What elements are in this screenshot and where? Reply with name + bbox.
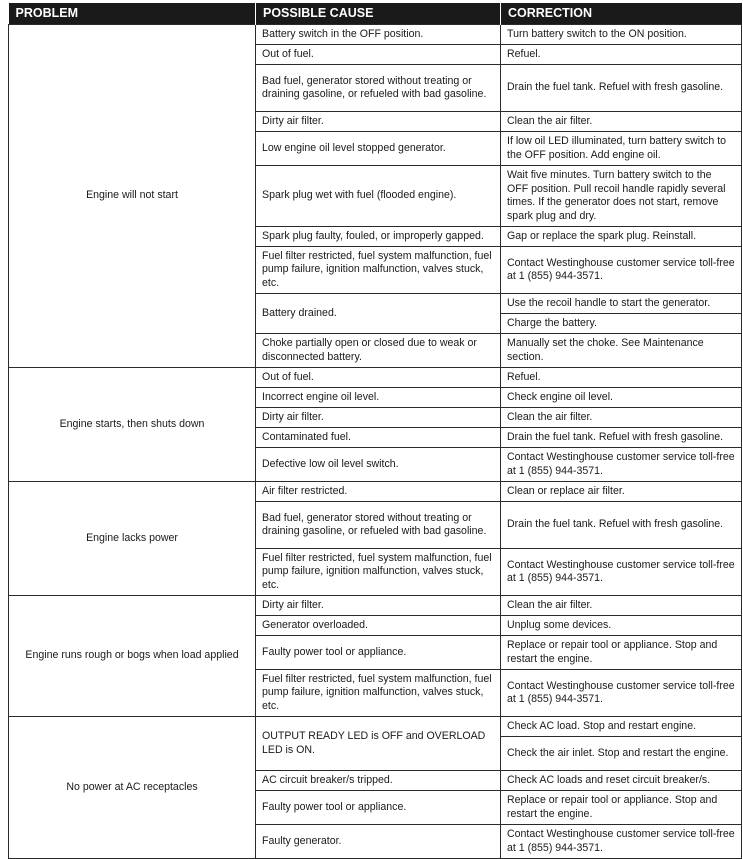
troubleshooting-table <box>8 3 742 859</box>
correction-cell: Check the air inlet. Stop and restart the engine. <box>501 737 742 771</box>
cause-cell: Out of fuel. <box>256 45 501 65</box>
correction-cell: Charge the battery. <box>501 314 742 334</box>
correction-cell: Gap or replace the spark plug. Reinstall. <box>501 227 742 247</box>
header-cause: POSSIBLE CAUSE <box>256 3 501 25</box>
problem-cell: Engine will not start <box>9 25 256 368</box>
cause-cell: Out of fuel. <box>256 368 501 388</box>
correction-cell: Refuel. <box>501 368 742 388</box>
table-row <box>9 717 742 737</box>
header-row <box>9 3 742 25</box>
cause-cell: Spark plug faulty, fouled, or improperly gapped. <box>256 227 501 247</box>
table-row <box>9 368 742 388</box>
correction-cell: Use the recoil handle to start the generator. <box>501 294 742 314</box>
cause-cell: Air filter restricted. <box>256 482 501 502</box>
cause-cell: Dirty air filter. <box>256 112 501 132</box>
correction-cell: Drain the fuel tank. Refuel with fresh gasoline. <box>501 428 742 448</box>
cause-cell: Dirty air filter. <box>256 596 501 616</box>
cause-cell: Faulty power tool or appliance. <box>256 791 501 825</box>
cause-cell: Faulty generator. <box>256 825 501 859</box>
correction-cell: Contact Westinghouse customer service toll-free at 1 (855) 944-3571. <box>501 825 742 859</box>
table-row <box>9 482 742 502</box>
cause-cell: Dirty air filter. <box>256 408 501 428</box>
correction-cell: Clean the air filter. <box>501 408 742 428</box>
problem-cell: Engine starts, then shuts down <box>9 368 256 482</box>
cause-cell: Fuel filter restricted, fuel system malfunction, fuel pump failure, ignition malfunction, valves stuck, etc. <box>256 549 501 596</box>
header-correction: CORRECTION <box>501 3 742 25</box>
header-problem: PROBLEM <box>9 3 256 25</box>
correction-cell: Clean the air filter. <box>501 596 742 616</box>
cause-cell: Defective low oil level switch. <box>256 448 501 482</box>
correction-cell: Drain the fuel tank. Refuel with fresh gasoline. <box>501 502 742 549</box>
correction-cell: Contact Westinghouse customer service toll-free at 1 (855) 944-3571. <box>501 247 742 294</box>
problem-cell: Engine lacks power <box>9 482 256 596</box>
problem-cell: No power at AC receptacles <box>9 717 256 859</box>
cause-cell: Faulty power tool or appliance. <box>256 636 501 670</box>
correction-cell: Clean or replace air filter. <box>501 482 742 502</box>
cause-cell: Choke partially open or closed due to weak or disconnected battery. <box>256 334 501 368</box>
cause-cell: Fuel filter restricted, fuel system malfunction, fuel pump failure, ignition malfunction, valves stuck, etc. <box>256 670 501 717</box>
correction-cell: If low oil LED illuminated, turn battery switch to the OFF position. Add engine oil. <box>501 132 742 166</box>
correction-cell: Clean the air filter. <box>501 112 742 132</box>
cause-cell: OUTPUT READY LED is OFF and OVERLOAD LED is ON. <box>256 717 501 771</box>
cause-cell: Incorrect engine oil level. <box>256 388 501 408</box>
correction-cell: Manually set the choke. See Maintenance section. <box>501 334 742 368</box>
cause-cell: Bad fuel, generator stored without treating or draining gasoline, or refueled with bad gasoline. <box>256 502 501 549</box>
correction-cell: Check AC loads and reset circuit breaker/s. <box>501 771 742 791</box>
correction-cell: Check AC load. Stop and restart engine. <box>501 717 742 737</box>
cause-cell: AC circuit breaker/s tripped. <box>256 771 501 791</box>
cause-cell: Bad fuel, generator stored without treating or draining gasoline, or refueled with bad gasoline. <box>256 65 501 112</box>
cause-cell: Spark plug wet with fuel (flooded engine). <box>256 166 501 227</box>
correction-cell: Contact Westinghouse customer service toll-free at 1 (855) 944-3571. <box>501 448 742 482</box>
table-row <box>9 25 742 45</box>
cause-cell: Generator overloaded. <box>256 616 501 636</box>
correction-cell: Wait five minutes. Turn battery switch to the OFF position. Pull recoil handle rapidly several times. If the generator does not start, remove spark plug and dry. <box>501 166 742 227</box>
cause-cell: Fuel filter restricted, fuel system malfunction, fuel pump failure, ignition malfunction, valves stuck, etc. <box>256 247 501 294</box>
cause-cell: Contaminated fuel. <box>256 428 501 448</box>
correction-cell: Drain the fuel tank. Refuel with fresh gasoline. <box>501 65 742 112</box>
cause-cell: Low engine oil level stopped generator. <box>256 132 501 166</box>
correction-cell: Check engine oil level. <box>501 388 742 408</box>
correction-cell: Refuel. <box>501 45 742 65</box>
correction-cell: Unplug some devices. <box>501 616 742 636</box>
correction-cell: Replace or repair tool or appliance. Stop and restart the engine. <box>501 791 742 825</box>
cause-cell: Battery drained. <box>256 294 501 334</box>
problem-cell: Engine runs rough or bogs when load applied <box>9 596 256 717</box>
correction-cell: Contact Westinghouse customer service toll-free at 1 (855) 944-3571. <box>501 549 742 596</box>
correction-cell: Turn battery switch to the ON position. <box>501 25 742 45</box>
correction-cell: Replace or repair tool or appliance. Stop and restart the engine. <box>501 636 742 670</box>
cause-cell: Battery switch in the OFF position. <box>256 25 501 45</box>
table-row <box>9 596 742 616</box>
correction-cell: Contact Westinghouse customer service toll-free at 1 (855) 944-3571. <box>501 670 742 717</box>
